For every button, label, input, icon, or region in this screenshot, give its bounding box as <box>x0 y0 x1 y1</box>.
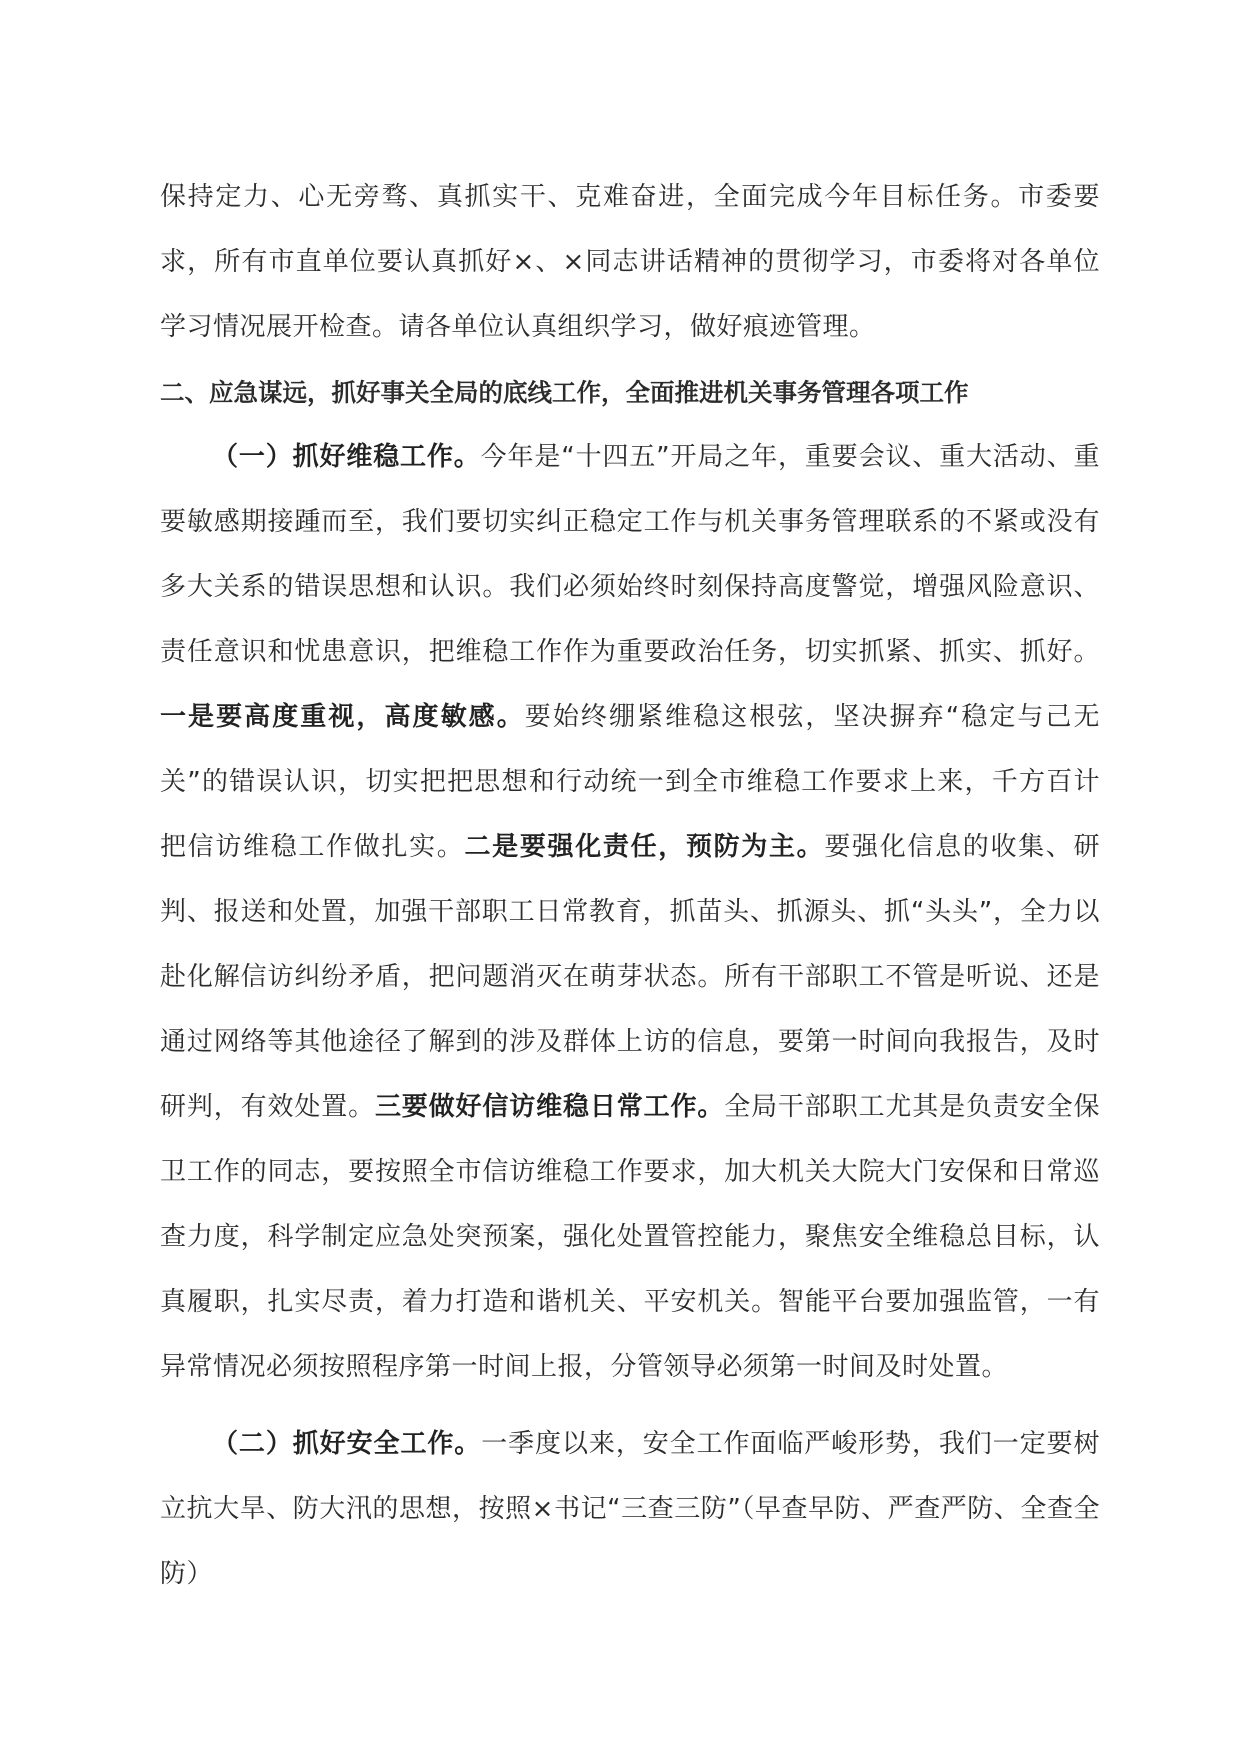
stability-intro-text: 今年是“十四五”开局之年，重要会议、重大活动、重要敏感期接踵而至，我们要切实纠正稳定工作与机关事务管理联系的不紧或没有多大关系的错误思想和认识。我们必须始终时刻保持高度警觉，增强风险意识、责任意识和忧患意识，把维稳工作作为重要政治任务，切实抓紧、抓实、抓好。 <box>160 442 1100 667</box>
paragraph-stability-work <box>160 425 1100 1400</box>
safety-text: 一季度以来，安全工作面临严峻形势，我们一定要树立抗大旱、防大汛的思想，按照×书记“三查三防”（早查早防、严查严防、全查全防） <box>160 1429 1100 1589</box>
section-heading: 二、应急谋远，抓好事关全局的底线工作，全面推进机关事务管理各项工作 <box>160 378 969 407</box>
paragraph-continuation: 保持定力、心无旁骛、真抓实干、克难奋进，全面完成今年目标任务。市委要求，所有市直单位要认真抓好×、×同志讲话精神的贯彻学习，市委将对各单位学习情况展开检查。请各单位认真组织学习，做好痕迹管理。 <box>160 182 1100 342</box>
paragraph-safety-work <box>160 1412 1100 1607</box>
subsection-title-stability: （一）抓好维稳工作。 <box>212 442 481 472</box>
subsection-title-safety: （二）抓好安全工作。 <box>212 1429 482 1459</box>
point-three-text: 全局干部职工尤其是负责安全保卫工作的同志，要按照全市信访维稳工作要求，加大机关大院大门安保和日常巡查力度，科学制定应急处突预案，强化处置管控能力，聚焦安全维稳总目标，认真履职，扎实尽责，着力打造和谐机关、平安机关。智能平台要加强监管，一有异常情况必须按照程序第一时间上报，分管领导必须第一时间及时处置。 <box>160 1092 1100 1382</box>
point-one-text: 要始终绷紧维稳这根弦，坚决摒弃“稳定与己无关”的错误认识，切实把把思想和行动统一到全市维稳工作要求上来，千方百计把信访维稳工作做扎实。 <box>160 702 1100 862</box>
point-three-title: 三要做好信访维稳日常工作。 <box>374 1092 725 1122</box>
point-one-title: 一是要高度重视，高度敏感。 <box>160 702 525 732</box>
point-two-title: 二是要强化责任，预防为主。 <box>464 832 825 862</box>
point-two-text: 要强化信息的收集、研判、报送和处置，加强干部职工日常教育，抓苗头、抓源头、抓“头头”，全力以赴化解信访纠纷矛盾，把问题消灭在萌芽状态。所有干部职工不管是听说、还是通过网络等其他途径了解到的涉及群体上访的信息，要第一时间向我报告，及时研判，有效处置。 <box>160 832 1100 1122</box>
document-body <box>160 165 1100 1607</box>
